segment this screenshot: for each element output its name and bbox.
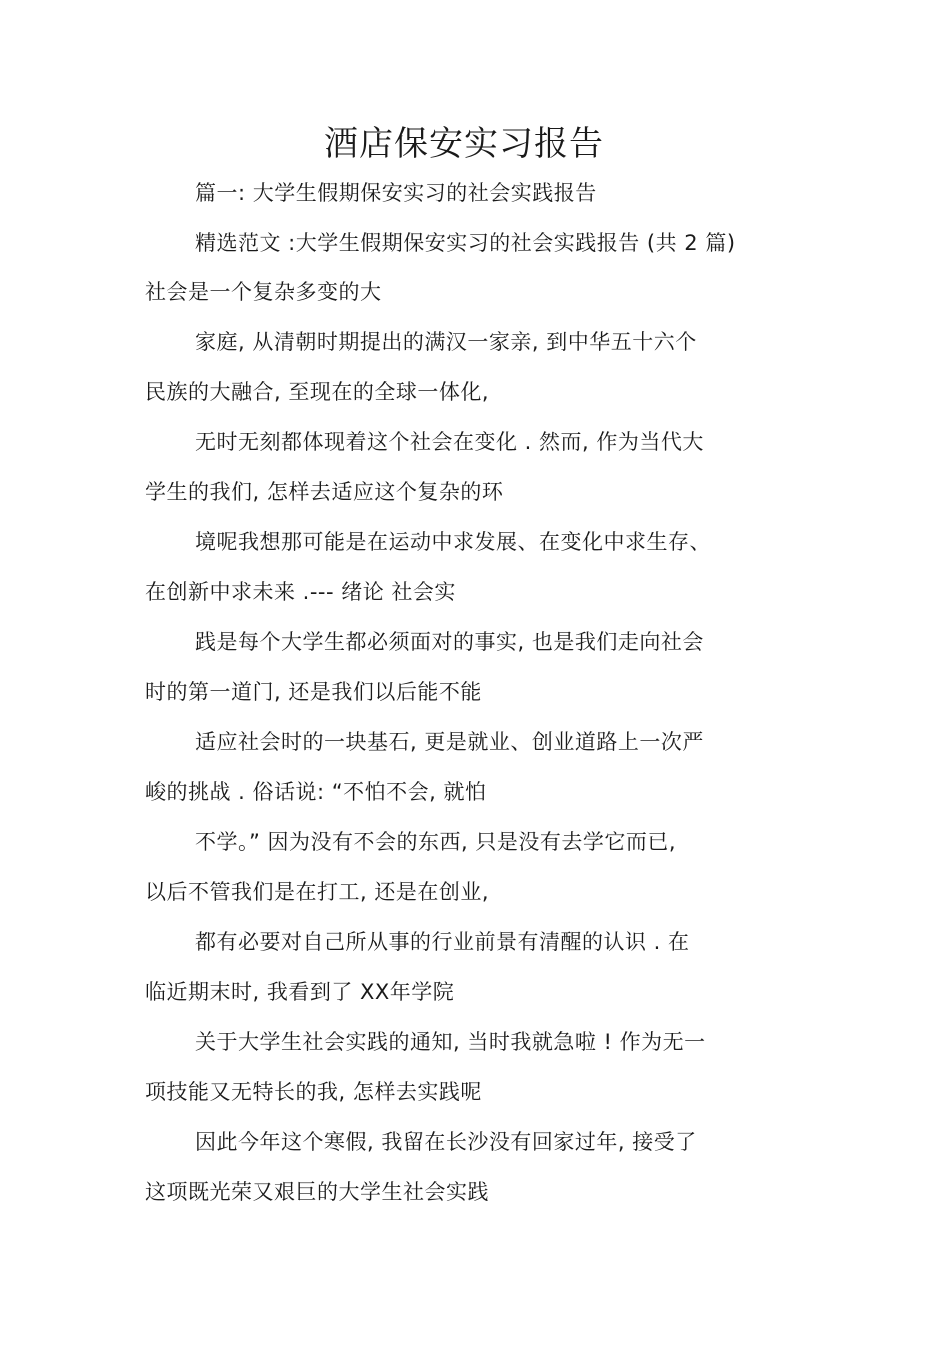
text-line-4: 家庭, 从清朝时期提出的满汉一家亲, 到中华五十六个: [195, 330, 697, 354]
text-line-10: 践是每个大学生都必须面对的事实, 也是我们走向社会: [195, 630, 704, 654]
text-line-19: 项技能又无特长的我, 怎样去实践呢: [145, 1080, 482, 1104]
text-line-1: 篇一: 大学生假期保安实习的社会实践报告: [195, 181, 597, 205]
text-line-20: 因此今年这个寒假, 我留在长沙没有回家过年, 接受了: [195, 1130, 697, 1154]
text-line-8: 境呢我想那可能是在运动中求发展、在变化中求生存、: [195, 530, 711, 554]
text-line-16: 都有必要对自己所从事的行业前景有清醒的认识 . 在: [195, 930, 690, 954]
text-line-13: 峻的挑战 . 俗话说: “不怕不会, 就怕: [145, 780, 487, 804]
text-line-11: 时的第一道门, 还是我们以后能不能: [145, 680, 482, 704]
text-line-5: 民族的大融合, 至现在的全球一体化,: [145, 380, 490, 404]
text-line-12: 适应社会时的一块基石, 更是就业、创业道路上一次严: [195, 730, 704, 754]
text-line-21: 这项既光荣又艰巨的大学生社会实践: [145, 1180, 489, 1204]
text-line-18: 关于大学生社会实践的通知, 当时我就急啦 ! 作为无一: [195, 1030, 706, 1054]
text-line-3: 社会是一个复杂多变的大: [145, 280, 382, 304]
text-line-14: 不学。” 因为没有不会的东西, 只是没有去学它而已,: [195, 830, 677, 854]
text-line-9: 在创新中求未来 .--- 绪论 社会实: [145, 580, 456, 604]
document-title: 酒店保安实习报告: [324, 124, 604, 164]
text-line-6: 无时无刻都体现着这个社会在变化 . 然而, 作为当代大: [195, 430, 704, 454]
text-line-7: 学生的我们, 怎样去适应这个复杂的环: [145, 480, 504, 504]
text-line-15: 以后不管我们是在打工, 还是在创业,: [145, 880, 490, 904]
text-line-2: 精选范文 :大学生假期保安实习的社会实践报告 (共 2 篇): [195, 231, 736, 255]
text-line-17: 临近期末时, 我看到了 XX年学院: [145, 980, 455, 1004]
